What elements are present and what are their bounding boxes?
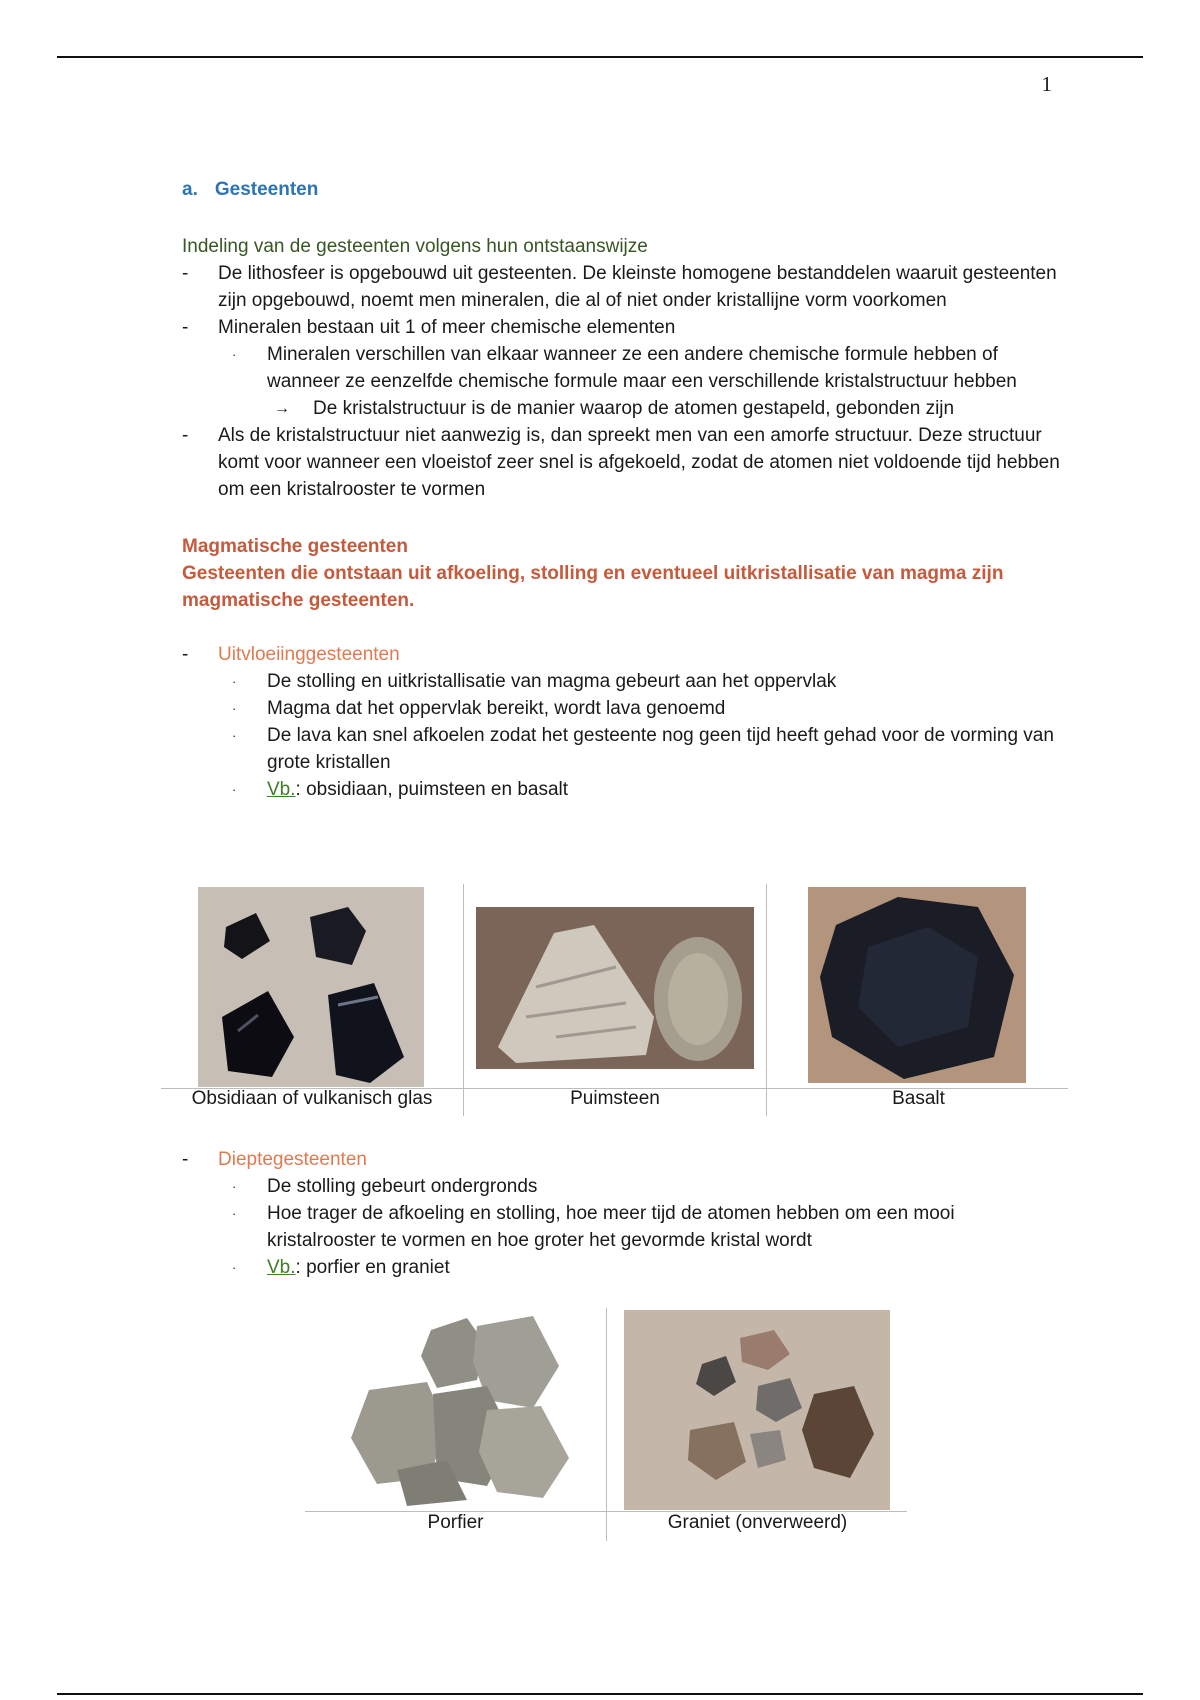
dot-marker: · [232, 1179, 237, 1194]
dot-marker: · [232, 1260, 237, 1275]
list-text: Magma dat het oppervlak bereikt, wordt lava genoemd [267, 698, 726, 719]
dot-marker: · [232, 347, 237, 362]
dot-marker: · [232, 782, 237, 797]
list-item [182, 641, 1062, 668]
intrusive-title: Dieptegesteenten [218, 1149, 367, 1170]
list-item [182, 1146, 1062, 1173]
intro-subtitle: Indeling van de gesteenten volgens hun ontstaanswijze [182, 236, 648, 257]
figure-caption: Porfier [427, 1512, 484, 1533]
sub-list-item [182, 722, 1062, 776]
dot-marker: · [232, 728, 237, 743]
list-item [182, 260, 1062, 314]
granite-photo [624, 1310, 890, 1510]
extrusive-title: Uitvloeiinggesteenten [218, 644, 400, 665]
sub-list-item [182, 668, 1062, 695]
dash-marker: - [182, 317, 189, 338]
footer-rule [57, 1693, 1143, 1695]
figure-caption: Obsidiaan of vulkanisch glas [191, 1088, 433, 1109]
sub-list-item [182, 776, 1062, 803]
figure-cell-puimsteen [464, 884, 767, 1116]
sub-list-item [182, 341, 1062, 395]
list-item [182, 422, 1062, 503]
section-heading [182, 176, 1062, 203]
dash-marker: - [182, 1149, 189, 1170]
basalt-photo [808, 887, 1026, 1083]
figure-table-1 [161, 884, 1070, 1116]
list-text: De lava kan snel afkoelen zodat het gesteente nog geen tijd heeft gehad voor de vorming van grote kristallen [267, 725, 1054, 773]
dot-marker: · [232, 674, 237, 689]
magmatic-definition: Gesteenten die ontstaan uit afkoeling, stolling en eventueel uitkristallisatie van magma zijn magmatische gesteenten. [182, 563, 1004, 611]
dash-marker: - [182, 425, 189, 446]
section-title: Gesteenten [214, 179, 319, 200]
dash-marker: - [182, 263, 189, 284]
list-text: : porfier en graniet [295, 1257, 450, 1278]
header-rule [57, 56, 1143, 58]
magmatic-title: Magmatische gesteenten [182, 536, 408, 557]
list-text: De lithosfeer is opgebouwd uit gesteenten. De kleinste homogene bestanddelen waaruit gesteenten zijn opgebouwd, noemt men mineralen, die al of niet onder kristallijne vorm voorkomen [218, 263, 1057, 311]
sub-sub-list-item [182, 395, 1062, 422]
pumice-photo [476, 907, 754, 1069]
list-text: : obsidiaan, puimsteen en basalt [295, 779, 569, 800]
porphyry-photo [337, 1310, 577, 1508]
intrusive-section [182, 1146, 1062, 1281]
figure-cell-obsidiaan [161, 884, 464, 1116]
figure-cell-graniet [607, 1308, 908, 1541]
document-body [182, 176, 1062, 803]
sub-list-item [182, 695, 1062, 722]
sub-list-item [182, 1254, 1062, 1281]
list-text: De stolling en uitkristallisatie van magma gebeurt aan het oppervlak [267, 671, 837, 692]
page-number: 1 [1041, 72, 1052, 96]
list-text: De stolling gebeurt ondergronds [267, 1176, 538, 1197]
dash-marker: - [182, 644, 189, 665]
figure-table-2 [305, 1308, 908, 1541]
list-text: Hoe trager de afkoeling en stolling, hoe meer tijd de atomen hebben om een mooi kristalrooster te vormen en hoe groter het gevormde kristal wordt [267, 1203, 955, 1251]
section-label: a. [182, 179, 198, 200]
figure-cell-basalt [767, 884, 1070, 1116]
dot-marker: · [232, 701, 237, 716]
list-item [182, 314, 1062, 341]
arrow-marker: → [274, 400, 290, 417]
obsidian-photo [198, 887, 424, 1087]
sub-list-item [182, 1173, 1062, 1200]
figure-caption: Basalt [892, 1088, 945, 1109]
list-text: Mineralen bestaan uit 1 of meer chemische elementen [218, 317, 676, 338]
vb-label: Vb. [267, 779, 296, 800]
sub-list-item [182, 1200, 1062, 1254]
vb-label: Vb. [267, 1257, 296, 1278]
list-text: Als de kristalstructuur niet aanwezig is, dan spreekt men van een amorfe structuur. Deze structuur komt voor wanneer een vloeistof zeer snel is afgekoeld, zodat de atomen niet voldoende tijd hebben om een kristalrooster te vormen [218, 425, 1060, 500]
figure-caption: Puimsteen [570, 1088, 660, 1109]
dot-marker: · [232, 1206, 237, 1221]
list-text: Mineralen verschillen van elkaar wanneer ze een andere chemische formule hebben of wanneer ze eenzelfde chemische formule maar een verschillende kristalstructuur hebben [267, 344, 1017, 392]
figure-cell-porfier [305, 1308, 607, 1541]
figure-caption: Graniet (onverweerd) [667, 1512, 848, 1533]
list-text: De kristalstructuur is de manier waarop de atomen gestapeld, gebonden zijn [313, 398, 955, 419]
